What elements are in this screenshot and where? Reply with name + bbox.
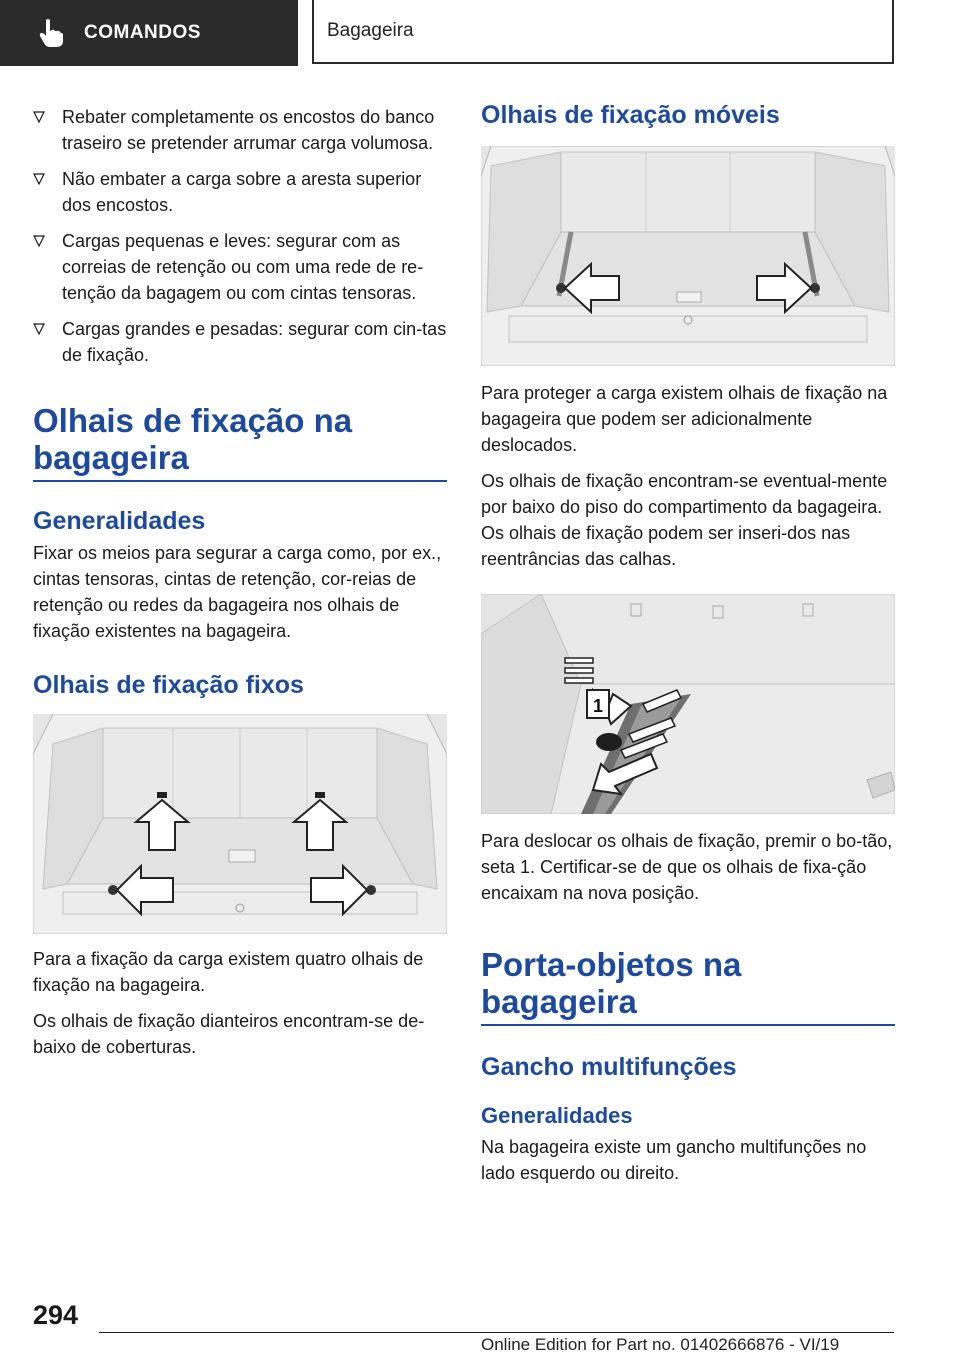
chapter-title: Bagageira (327, 20, 414, 41)
callout-number: 1 (592, 696, 604, 716)
fixed-eyes-figure (33, 714, 447, 934)
triangle-bullet-icon (33, 235, 45, 247)
section-tab (0, 0, 298, 66)
right-column (481, 100, 895, 1196)
section-heading-block (33, 402, 447, 482)
mobile-text-2: Os olhais de fixação encontram-se eventual-mente por baixo do piso do compartimento da bagageira. Os olhais de fixação podem ser inseri-dos nas reentrâncias das calhas. (481, 471, 888, 569)
storage-heading: Porta-objetos na bagageira (481, 946, 742, 1020)
rail-detail-illustration (481, 594, 895, 814)
triangle-bullet-icon (33, 111, 45, 123)
triangle-bullet-icon (33, 173, 45, 185)
trunk-fixed-illustration (33, 714, 447, 934)
section-heading-line-2: bagageira (33, 439, 189, 476)
storage-heading-block (481, 946, 895, 1026)
fixed-text-1: Para a fixação da carga existem quatro olhais de fixação na bagageira. (33, 949, 424, 995)
left-column (33, 104, 447, 1070)
fixed-text-2: Os olhais de fixação dianteiros encontram-se de-baixo de coberturas. (33, 1011, 425, 1057)
subheading-hook-general: Generalidades (481, 1103, 633, 1128)
edition-note: Online Edition for Part no. 01402666876 - VI/19 (481, 1335, 840, 1354)
general-text: Fixar os meios para segurar a carga como, por ex., cintas tensoras, cintas de retenção, cor-reias de retenção ou redes da bagageira nos olhais de fixação existentes na bagageira. (33, 543, 442, 641)
mobile-text-1: Para proteger a carga existem olhais de fixação na bagageira que podem ser adicionalmente deslocados. (481, 383, 888, 455)
footer-rule-right (679, 1332, 894, 1333)
list-item: Cargas pequenas e leves: segurar com as correias de retenção ou com uma rede de re-tenção da bagagem ou com cintas tensoras. (33, 228, 447, 306)
hand-pointer-icon (38, 18, 64, 48)
bullet-list (33, 104, 447, 368)
chapter-header (312, 0, 894, 64)
list-item: Não embater a carga sobre a aresta superior dos encostos. (33, 166, 447, 218)
hook-text: Na bagageira existe um gancho multifunções no lado esquerdo ou direito. (481, 1137, 867, 1183)
mobile-eyes-figure (481, 146, 895, 366)
list-item: Rebater completamente os encostos do banco traseiro se pretender arrumar carga volumosa. (33, 104, 447, 156)
page-number: 294 (33, 1300, 79, 1330)
mobile-text-3: Para deslocar os olhais de fixação, premir o bo-tão, seta 1. Certificar-se de que os olhais de fixa-ção encaixam na nova posição. (481, 831, 893, 903)
triangle-bullet-icon (33, 323, 45, 335)
list-item: Cargas grandes e pesadas: segurar com cin-tas de fixação. (33, 316, 447, 368)
section-heading-line-1: Olhais de fixação na (33, 402, 353, 439)
trunk-rails-illustration (481, 146, 895, 366)
subheading-hook: Gancho multifunções (481, 1053, 737, 1081)
section-title: COMANDOS (84, 22, 201, 43)
subheading-fixed: Olhais de fixação fixos (33, 671, 304, 699)
rail-button-figure (481, 594, 895, 814)
footer-rule (99, 1332, 679, 1333)
subheading-mobile: Olhais de fixação móveis (481, 101, 780, 129)
subheading-general: Generalidades (33, 507, 206, 535)
